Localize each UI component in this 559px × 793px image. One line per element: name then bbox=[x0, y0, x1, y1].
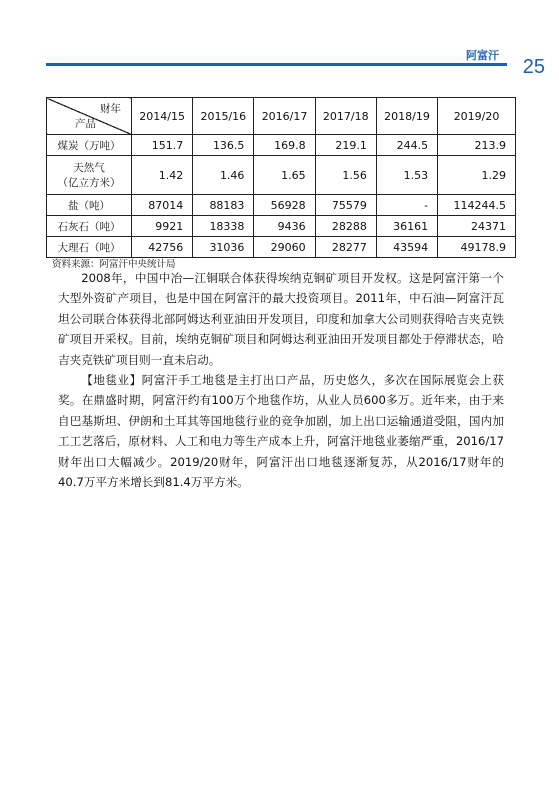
table-cell: 1.29 bbox=[438, 156, 516, 195]
column-header: 2019/20 bbox=[438, 98, 516, 135]
table-cell: 87014 bbox=[132, 195, 193, 216]
header-rule bbox=[46, 63, 507, 66]
row-label-natural-gas bbox=[47, 156, 132, 195]
table-cell: 36161 bbox=[376, 216, 437, 237]
row-label-line: 天然气 bbox=[73, 162, 105, 174]
table-cell: 75579 bbox=[315, 195, 376, 216]
table-cell: 9436 bbox=[254, 216, 315, 237]
table-cell: 213.9 bbox=[438, 135, 516, 156]
table-cell: 43594 bbox=[376, 237, 437, 258]
table-row bbox=[47, 195, 516, 216]
paragraph: 2008年，中国中冶—江铜联合体获得埃纳克铜矿项目开发权。这是阿富汗第一个大型外资矿产项目，也是中国在阿富汗的最大投资项目。2011年，中石油—阿富汗瓦坦公司联合体获得北部阿姆达利亚油田开发项目，印度和加拿大公司则获得哈吉夹克铁矿项目开采权。目前，埃纳克铜矿项目和阿姆达利亚油田开发项目都处于停滞状态，哈吉夹克铁矿项目则一直未启动。 bbox=[58, 271, 504, 367]
row-label-coal: 煤炭（万吨） bbox=[47, 135, 132, 156]
column-header: 2014/15 bbox=[132, 98, 193, 135]
table-corner-cell bbox=[47, 98, 132, 135]
table-row bbox=[47, 135, 516, 156]
table-cell: 56928 bbox=[254, 195, 315, 216]
table-cell: 49178.9 bbox=[438, 237, 516, 258]
table-cell: 1.42 bbox=[132, 156, 193, 195]
page-number: 25 bbox=[522, 56, 545, 78]
table-cell: 1.53 bbox=[376, 156, 437, 195]
column-header: 2018/19 bbox=[376, 98, 437, 135]
table-cell: 24371 bbox=[438, 216, 516, 237]
source-note: 资料来源：阿富汗中央统计局 bbox=[52, 259, 176, 270]
row-label-limestone: 石灰石（吨） bbox=[47, 216, 132, 237]
table-row bbox=[47, 216, 516, 237]
column-header: 2015/16 bbox=[193, 98, 254, 135]
table-cell: 169.8 bbox=[254, 135, 315, 156]
table-cell: 1.56 bbox=[315, 156, 376, 195]
body-text bbox=[58, 268, 504, 492]
table-header-row bbox=[47, 98, 516, 135]
table-cell: 31036 bbox=[193, 237, 254, 258]
table-cell: 1.46 bbox=[193, 156, 254, 195]
table-cell: 88183 bbox=[193, 195, 254, 216]
table-cell: 219.1 bbox=[315, 135, 376, 156]
table-cell: 28277 bbox=[315, 237, 376, 258]
corner-label-fiscal-year: 财年 bbox=[100, 103, 121, 115]
column-header: 2017/18 bbox=[315, 98, 376, 135]
table-cell: 1.65 bbox=[254, 156, 315, 195]
row-label-marble: 大理石（吨） bbox=[47, 237, 132, 258]
table-cell: 28288 bbox=[315, 216, 376, 237]
table-cell: 42756 bbox=[132, 237, 193, 258]
mineral-production-table bbox=[46, 97, 516, 258]
table-cell: 29060 bbox=[254, 237, 315, 258]
corner-label-product: 产品 bbox=[75, 118, 96, 130]
table-cell: 114244.5 bbox=[438, 195, 516, 216]
table-cell: 151.7 bbox=[132, 135, 193, 156]
row-label-salt: 盐（吨） bbox=[47, 195, 132, 216]
table-row bbox=[47, 237, 516, 258]
column-header: 2016/17 bbox=[254, 98, 315, 135]
table-cell: - bbox=[376, 195, 437, 216]
table-cell: 244.5 bbox=[376, 135, 437, 156]
paragraph: 【地毯业】阿富汗手工地毯是主打出口产品，历史悠久，多次在国际展览会上获奖。在鼎盛时期，阿富汗约有100万个地毯作坊，从业人员600多万。近年来，由于来自巴基斯坦、伊朗和土耳其等国地毯行业的竞争加剧，加上出口运输通道受阻，国内加工工艺落后，原材料、人工和电力等生产成本上升，阿富汗地毯业萎缩严重，2016/17财年出口大幅减少。2019/20财年，阿富汗出口地毯逐渐复苏，从2016/17财年的40.7万平方米增长到81.4万平方米。 bbox=[58, 373, 504, 490]
table-row bbox=[47, 156, 516, 195]
table-cell: 136.5 bbox=[193, 135, 254, 156]
table-cell: 18338 bbox=[193, 216, 254, 237]
table-cell: 9921 bbox=[132, 216, 193, 237]
row-label-line: （亿立方米） bbox=[57, 177, 121, 189]
header-country: 阿富汗 bbox=[466, 49, 499, 62]
